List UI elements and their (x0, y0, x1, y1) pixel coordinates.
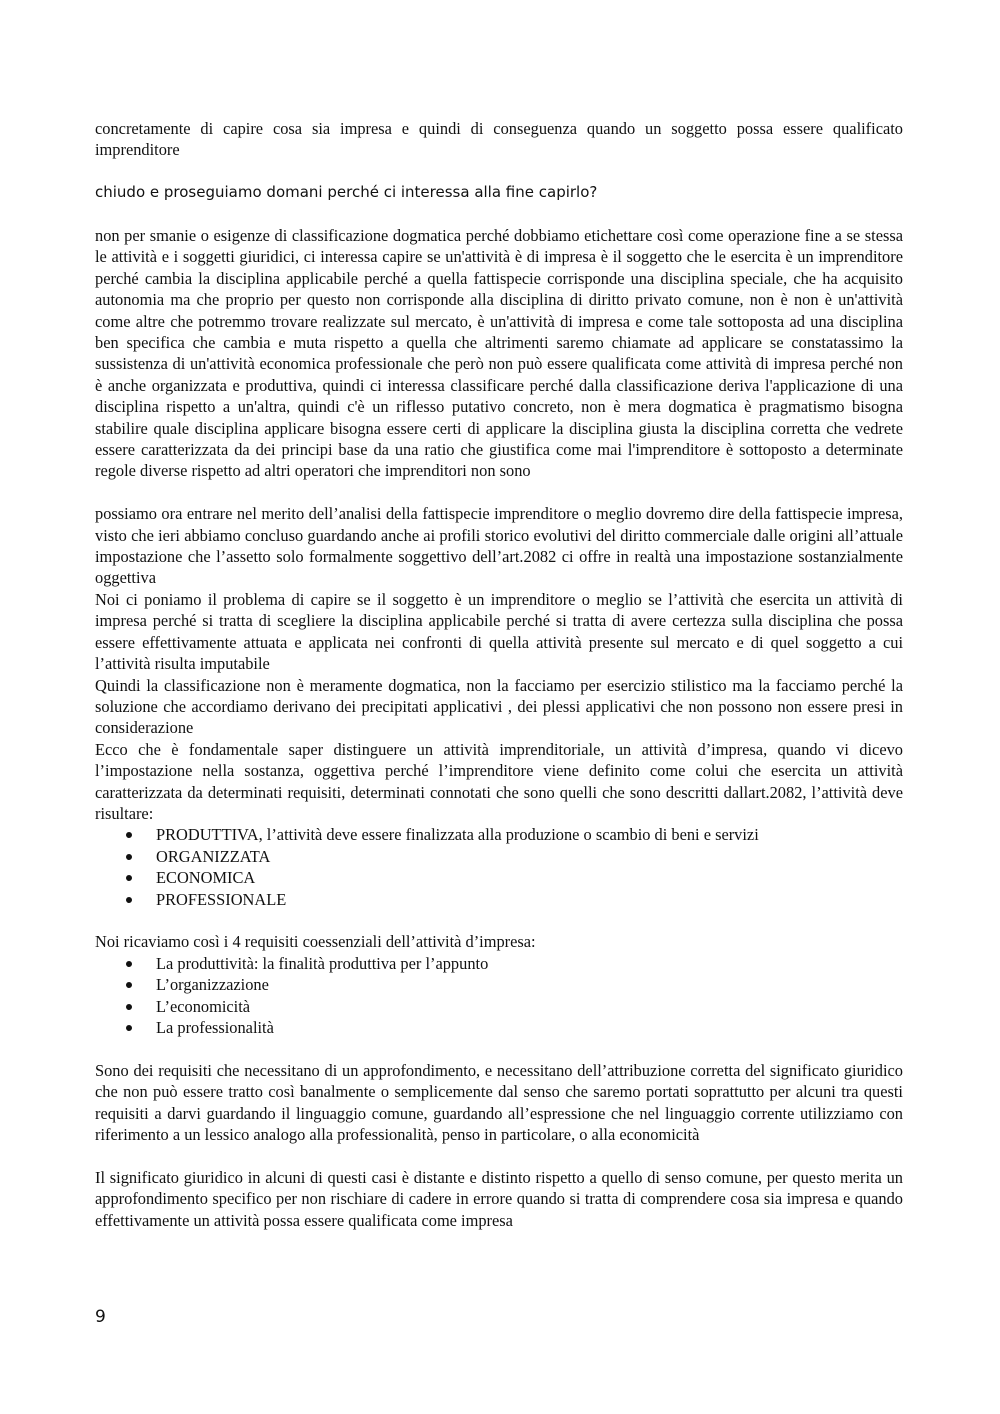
paragraph-3: non per smanie o esigenze di classificazione dogmatica perché dobbiamo etichettare così come operazione fine a se stessa le attività e i soggetti giuridici, ci interessa capire se un'attività è di impresa è il soggetto che le esercita è un imprenditore perché cambia la disciplina applicabile perché a quella fattispecie corrisponde una disciplina speciale, che ha acquisito autonomia ma che proprio per questo non corrisponde alla disciplina di diritto privato comune, non è non è un'attività come altre che potremmo trovare realizzate sul mercato, è un'attività di impresa e come tale sottoposta ad una disciplina ben specifica che cambia e muta rispetto a quella che altrimenti saremo chiamate ad applicare se constatassimo la sussistenza di un'attività economica professionale che però non può essere qualificata come attività di impresa perché non è anche organizzata e produttiva, quindi ci interessa classificare perché dalla classificazione deriva l'applicazione di una disciplina rispetto a un'altra, quindi c'è un riflesso putativo concreto, non è mera dogmatica è pragmatismo bisogna stabilire quale disciplina applicare bisogna essere certi di applicare la disciplina giusta la disciplina corretta che vedrete essere caratterizzata da dei principi base da una ratio che giustifica come mai l'imprenditore è sottoposto a determinate regole diverse rispetto ad altri operatori che imprenditori non sono (95, 226, 903, 481)
list-item: PRODUTTIVA, l’attività deve essere finalizzata alla produzione o scambio di beni e servizi (95, 824, 903, 845)
list-item: ECONOMICA (95, 867, 903, 888)
bullet-icon (126, 961, 132, 967)
paragraph-4: possiamo ora entrare nel merito dell’analisi della fattispecie imprenditore o meglio dovremo dire della fattispecie impresa, visto che ieri abbiamo concluso guardando anche ai profili storico evolutivi del diritto commerciale dalle origini all’attuale impostazione che l’assetto solo formalmente soggettivo dell’art.2082 ci offre in realtà una impostazione sostanzialmente oggettiva (95, 504, 903, 588)
bullet-icon (126, 832, 132, 838)
page-body (95, 118, 903, 1231)
bullet-icon (126, 875, 132, 881)
paragraph-1: concretamente di capire cosa sia impresa e quindi di conseguenza quando un soggetto possa essere qualificato imprenditore (95, 119, 903, 160)
coessential-requirements-list (95, 953, 903, 1039)
bullet-icon (126, 897, 132, 903)
bullet-icon (126, 854, 132, 860)
activity-requirements-list (95, 824, 903, 910)
list-item: L’economicità (95, 996, 903, 1017)
list-item: L’organizzazione (95, 974, 903, 995)
list-item: La produttività: la finalità produttiva per l’appunto (95, 953, 903, 974)
list-item: La professionalità (95, 1017, 903, 1038)
paragraph-7: Ecco che è fondamentale saper distinguere un attività imprenditoriale, un attività d’impresa, quando vi dicevo l’impostazione nella sostanza, oggettiva perché l’imprenditore viene definito come colui che esercita un attività caratterizzata da determinati requisiti, determinati connotati che sono quelli che sono descritti dallart.2082, l’attività deve risultare: (95, 739, 903, 823)
paragraph-6: Quindi la classificazione non è meramente dogmatica, non la facciamo per esercizio stilistico ma la facciamo perché la soluzione che accordiamo derivano dei precipitati applicativi , dei plessi applicativi che non possono non essere presi in considerazione (95, 675, 903, 738)
bullet-icon (126, 982, 132, 988)
bullet-icon (126, 1025, 132, 1031)
paragraph-5: Noi ci poniamo il problema di capire se il soggetto è un imprenditore o meglio se l’attività che esercita un attività di impresa perché si tratta di scegliere la disciplina applicabile perché si tratta di avere certezza sulla disciplina che possa essere effettivamente attuata e applicata nei confronti di quella attività presente sul mercato e di quel soggetto a cui l’attività risulta imputabile (95, 589, 903, 674)
paragraph-2: chiudo e proseguiamo domani perché ci interessa alla fine capirlo? (95, 183, 598, 202)
paragraph-8: Noi ricaviamo così i 4 requisiti coessenziali dell’attività d’impresa: (95, 932, 536, 952)
bullet-icon (126, 1004, 132, 1010)
paragraph-9: Sono dei requisiti che necessitano di un approfondimento, e necessitano dell’attribuzione corretta del significato giuridico che non può essere tratto così banalmente o semplicemente dal senso che saremo portati soprattutto per alcuni tra questi requisiti a darvi guardando il linguaggio comune, guardando all’espressione che nel linguaggio corrente utilizziamo con riferimento a un lessico analogo alla professionalità, penso in particolare, o alla economicità (95, 1060, 903, 1145)
page-number: 9 (95, 1307, 106, 1327)
list-item: ORGANIZZATA (95, 846, 903, 867)
list-item: PROFESSIONALE (95, 889, 903, 910)
paragraph-10: Il significato giuridico in alcuni di questi casi è distante e distinto rispetto a quello di senso comune, per questo merita un approfondimento specifico per non rischiare di cadere in errore quando si tratta di comprendere cosa sia impresa e quando effettivamente un attività possa essere qualificata come impresa (95, 1167, 903, 1230)
